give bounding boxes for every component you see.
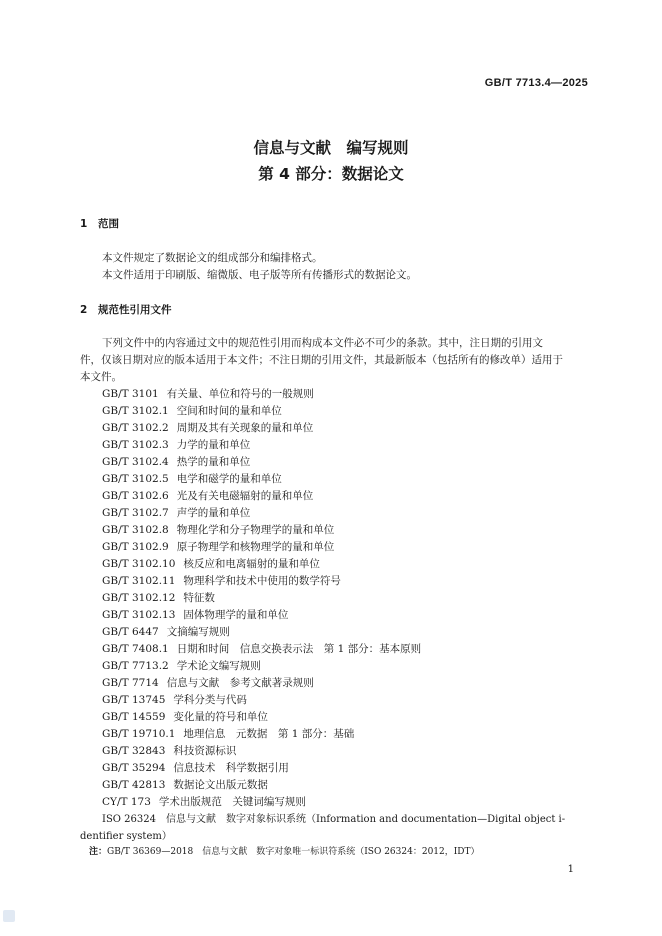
reference-title: 物理科学和技术中使用的数学符号 <box>183 575 341 587</box>
reference-code: GB/T 7408.1 <box>102 643 169 655</box>
reference-item <box>102 760 421 777</box>
reference-code: GB/T 3102.9 <box>102 541 169 553</box>
reference-item <box>102 488 421 505</box>
reference-title: 核反应和电离辐射的量和单位 <box>183 558 320 570</box>
reference-item <box>102 624 421 641</box>
reference-title: 热学的量和单位 <box>176 456 251 468</box>
page-number: 1 <box>567 864 574 875</box>
section-2-heading <box>80 302 172 317</box>
reference-item <box>102 641 421 658</box>
reference-code: GB/T 35294 <box>102 762 166 774</box>
reference-code: GB/T 3102.11 <box>102 575 176 587</box>
reference-code: GB/T 3102.1 <box>102 405 169 417</box>
reference-title: 信息技术 科学数据引用 <box>173 762 289 774</box>
reference-title: 声学的量和单位 <box>176 507 251 519</box>
reference-item <box>102 743 421 760</box>
reference-item <box>102 539 421 556</box>
reference-title: 地理信息 元数据 第 1 部分：基础 <box>183 728 355 740</box>
intro-line: 下列文件中的内容通过文中的规范性引用而构成本文件必不可少的条款。其中，注日期的引用文 <box>102 337 543 349</box>
reference-title: 力学的量和单位 <box>176 439 251 451</box>
reference-title: 周期及其有关现象的量和单位 <box>176 422 314 434</box>
reference-title: 学术出版规范 关键词编写规则 <box>158 796 306 808</box>
reference-item <box>102 590 421 607</box>
reference-title: 变化量的符号和单位 <box>173 711 268 723</box>
reference-item <box>102 420 421 437</box>
reference-item <box>102 522 421 539</box>
paragraph: 本文件适用于印刷版、缩微版、电子版等所有传播形式的数据论文。 <box>102 269 417 281</box>
reference-item <box>102 709 421 726</box>
reference-title: 电学和磁学的量和单位 <box>176 473 282 485</box>
reference-title: 物理化学和分子物理学的量和单位 <box>176 524 335 536</box>
reference-code: GB/T 3102.4 <box>102 456 169 468</box>
reference-title: 数据论文出版元数据 <box>173 779 268 791</box>
reference-title: 文摘编写规则 <box>166 626 230 638</box>
reference-item <box>102 777 421 794</box>
reference-code: GB/T 32843 <box>102 745 166 757</box>
reference-code: GB/T 14559 <box>102 711 166 723</box>
standard-number: GB/T 7713.4—2025 <box>484 77 588 89</box>
reference-code: GB/T 19710.1 <box>102 728 176 740</box>
reference-code: GB/T 3102.8 <box>102 524 169 536</box>
reference-item <box>102 437 421 454</box>
reference-title: 光及有关电磁辐射的量和单位 <box>176 490 314 502</box>
reference-title: 信息与文献 参考文献著录规则 <box>166 677 314 689</box>
reference-title: 空间和时间的量和单位 <box>176 405 282 417</box>
reference-title: 学术论文编写规则 <box>176 660 261 672</box>
reference-title: 固体物理学的量和单位 <box>183 609 289 621</box>
section-1-heading <box>80 216 119 231</box>
reference-code: GB/T 3102.7 <box>102 507 169 519</box>
reference-item <box>102 607 421 624</box>
paragraph: 本文件规定了数据论文的组成部分和编排格式。 <box>102 252 323 264</box>
reference-code: GB/T 7714 <box>102 677 159 689</box>
intro-line: 本文件。 <box>80 371 122 383</box>
section-title: 规范性引用文件 <box>98 304 172 316</box>
reference-item <box>102 386 421 403</box>
section-number: 2 <box>80 304 88 316</box>
reference-item <box>102 403 421 420</box>
reference-item <box>102 471 421 488</box>
reference-code: GB/T 3102.5 <box>102 473 169 485</box>
section-title: 范围 <box>98 218 119 230</box>
reference-list <box>102 386 421 811</box>
reference-item <box>102 556 421 573</box>
reference-title: 日期和时间 信息交换表示法 第 1 部分：基本原则 <box>176 643 422 655</box>
note <box>89 844 480 857</box>
reference-item <box>102 505 421 522</box>
note-text: GB/T 36369—2018 信息与文献 数字对象唯一标识符系统（ISO 26324：2012，IDT） <box>107 847 480 857</box>
note-label: 注： <box>89 847 108 857</box>
reference-code: CY/T 173 <box>102 796 151 808</box>
reference-title: 科技资源标识 <box>173 745 237 757</box>
reference-code: GB/T 3102.3 <box>102 439 169 451</box>
reference-code: GB/T 3102.2 <box>102 422 169 434</box>
reference-code: GB/T 3101 <box>102 388 159 400</box>
reference-item <box>102 658 421 675</box>
iso-reference-line: ISO 26324 信息与文献 数字对象标识系统（Information and documentation—Digital object i- <box>102 814 566 825</box>
reference-title: 原子物理学和核物理学的量和单位 <box>176 541 335 553</box>
reference-item <box>102 794 421 811</box>
iso-reference-line: dentifier system） <box>80 831 172 842</box>
reference-code: GB/T 7713.2 <box>102 660 169 672</box>
reference-title: 学科分类与代码 <box>173 694 247 706</box>
watermark-icon <box>3 910 15 922</box>
reference-title: 特征数 <box>183 592 215 604</box>
reference-item <box>102 692 421 709</box>
reference-code: GB/T 3102.10 <box>102 558 176 570</box>
reference-code: GB/T 6447 <box>102 626 159 638</box>
reference-code: GB/T 3102.13 <box>102 609 176 621</box>
reference-item <box>102 573 421 590</box>
document-subtitle: 第 4 部分：数据论文 <box>258 165 404 183</box>
document-title: 信息与文献 编写规则 <box>253 139 409 157</box>
reference-code: GB/T 3102.12 <box>102 592 176 604</box>
reference-title: 有关量、单位和符号的一般规则 <box>166 388 314 400</box>
reference-item <box>102 454 421 471</box>
reference-item <box>102 726 421 743</box>
reference-item <box>102 675 421 692</box>
intro-line: 件，仅该日期对应的版本适用于本文件；不注日期的引用文件，其最新版本（包括所有的修改单）适用于 <box>80 354 563 366</box>
section-number: 1 <box>80 218 88 230</box>
reference-code: GB/T 3102.6 <box>102 490 169 502</box>
reference-code: GB/T 13745 <box>102 694 166 706</box>
reference-code: GB/T 42813 <box>102 779 166 791</box>
